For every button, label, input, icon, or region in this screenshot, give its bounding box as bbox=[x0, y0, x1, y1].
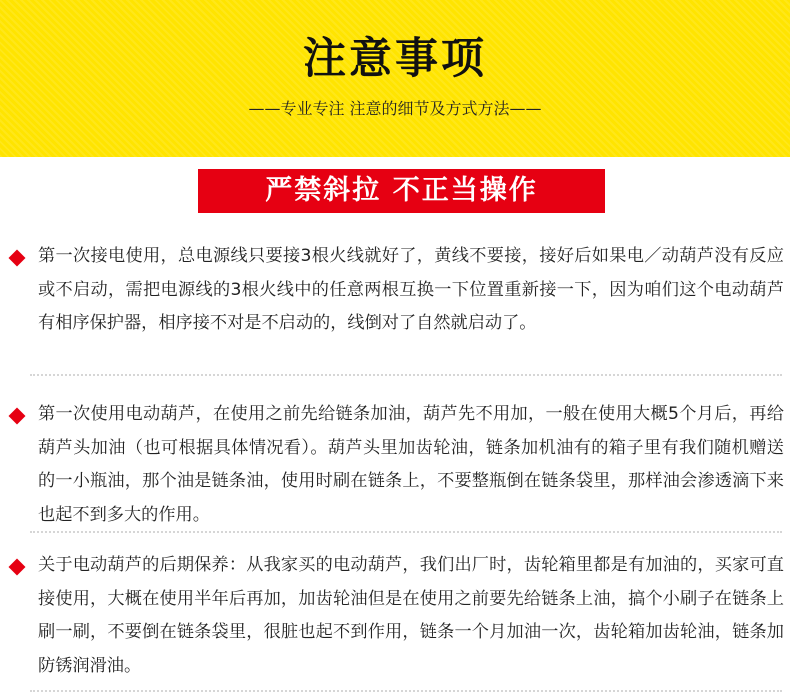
page-title: 注意事项 bbox=[303, 34, 487, 84]
note-text: 第一次接电使用，总电源线只要接3根火线就好了，黄线不要接，接好后如果电／动葫芦没有反应或不启动，需把电源线的3根火线中的任意两根互换一下位置重新接一下，因为咱们这个电动葫芦有相序保护器，相序接不对是不启动的，线倒对了自然就启动了。 bbox=[38, 246, 784, 333]
dotted-divider bbox=[30, 531, 782, 533]
warning-banner bbox=[198, 169, 605, 213]
red-diamond-icon bbox=[9, 250, 26, 267]
red-diamond-icon bbox=[9, 559, 26, 576]
dotted-divider bbox=[30, 690, 782, 692]
page-subtitle: ——专业专注 注意的细节及方式方法—— bbox=[248, 99, 542, 118]
header-banner bbox=[0, 0, 790, 157]
note-text: 关于电动葫芦的后期保养：从我家买的电动葫芦，我们出厂时，齿轮箱里都是有加油的，买家可直接使用，大概在使用半年后再加，加齿轮油但是在使用之前要先给链条上油，搞个小刷子在链条上刷一刷，不要倒在链条袋里，很脏也起不到作用，链条一个月加油一次，齿轮箱加齿轮油，链条加防锈润滑油。 bbox=[38, 555, 784, 676]
red-diamond-icon bbox=[9, 408, 26, 425]
dotted-divider bbox=[30, 374, 782, 376]
note-text: 第一次使用电动葫芦，在使用之前先给链条加油，葫芦先不用加，一般在使用大概5个月后，再给葫芦头加油（也可根据具体情况看）。葫芦头里加齿轮油，链条加机油有的箱子里有我们随机赠送的一小瓶油，那个油是链条油，使用时刷在链条上，不要整瓶倒在链条袋里，那样油会渗透滴下来也起不到多大的作用。 bbox=[38, 404, 784, 525]
warning-banner-text: 严禁斜拉 不正当操作 bbox=[265, 175, 538, 206]
